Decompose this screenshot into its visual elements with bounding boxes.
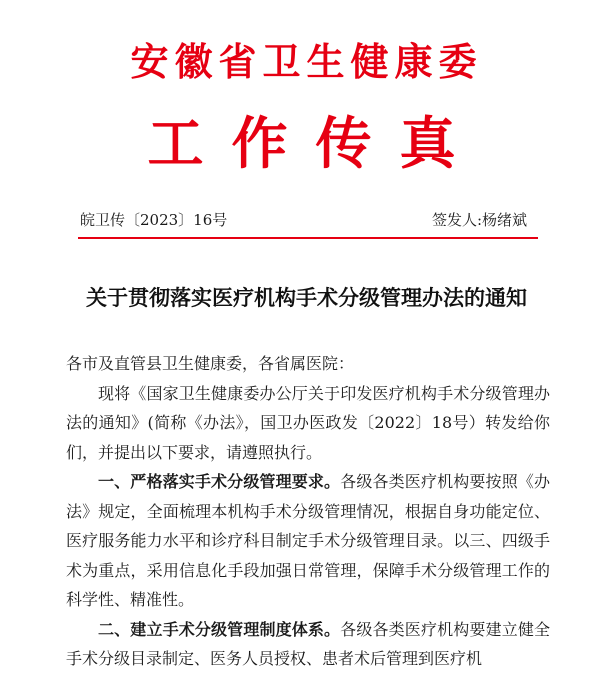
red-separator-line: [78, 237, 538, 239]
section-text-2: 各级各类医疗机构要建立健全手术分级目录制定、医务人员授权、患者术后管理到医疗机: [66, 619, 550, 668]
section-text-1: 各级各类医疗机构要按照《办法》规定，全面梳理本机构手术分级管理情况，根据自身功能定位、医疗服务能力水平和诊疗科目制定手术分级管理目录。以三、四级手术为重点，采用信息化手段加强日常管理，保障手术分级管理工作的科学性、精准性。: [66, 472, 550, 609]
document-meta-row: [80, 208, 535, 232]
section-paragraph-2: [66, 615, 550, 674]
section-heading-2: 二、建立手术分级管理制度体系。: [98, 619, 341, 639]
intro-paragraph: 现将《国家卫生健康委办公厅关于印发医疗机构手术分级管理办法的通知》(简称《办法》，国卫办医政发〔2022〕18号）转发给你们，并提出以下要求，请遵照执行。: [66, 383, 550, 462]
signer: 签发人:杨绪斌: [431, 211, 527, 229]
issuing-organization: 安徽省卫生健康委: [130, 39, 483, 84]
notice-title: 关于贯彻落实医疗机构手术分级管理办法的通知: [86, 285, 527, 310]
salutation: 各市及直管县卫生健康委，各省属医院：: [66, 354, 355, 373]
document-type-heading: 工作传真: [147, 111, 484, 177]
document-number: 皖卫传〔2023〕16号: [80, 211, 228, 229]
notice-body: [66, 349, 550, 674]
section-paragraph-1: [66, 467, 550, 615]
section-heading-1: 一、严格落实手术分级管理要求。: [98, 472, 341, 491]
